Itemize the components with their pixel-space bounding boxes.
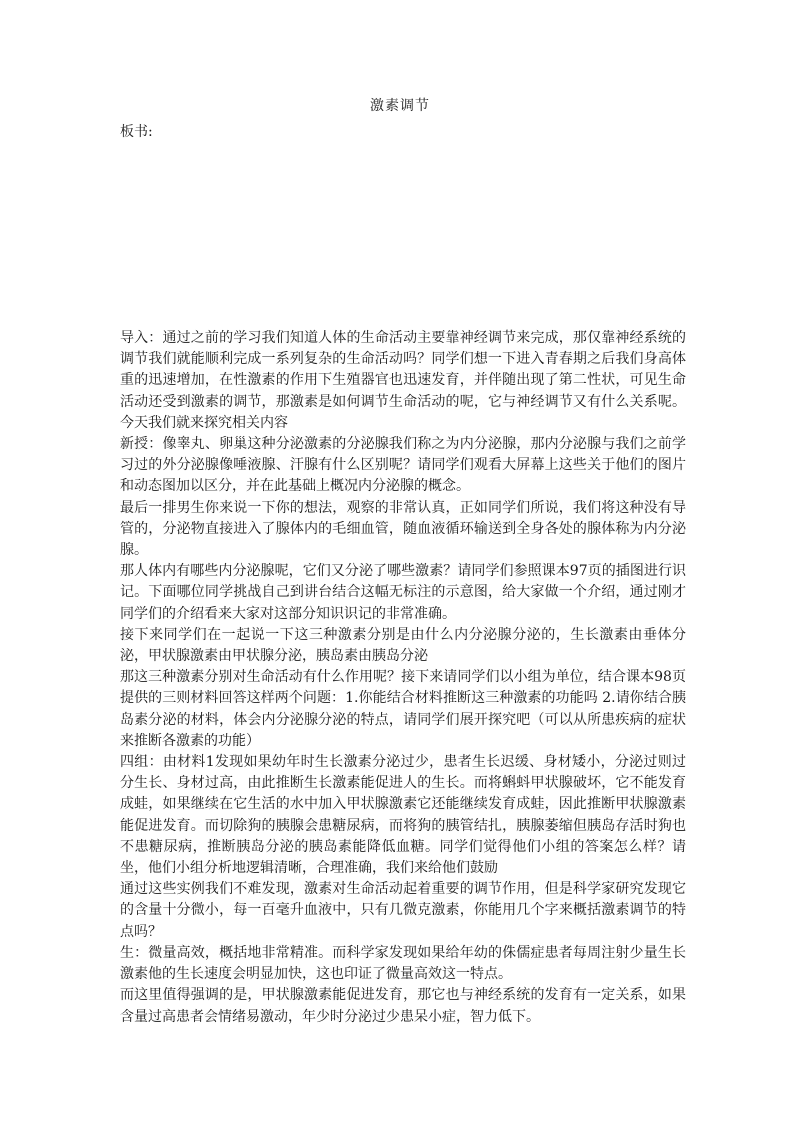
paragraph-emphasis: 而这里值得强调的是，甲状腺激素能促进发育，那它也与神经系统的发育有一定关系，如果含量过高患者会情绪易激动，年少时分泌过少患呆小症，智力低下。 — [120, 987, 686, 1025]
document-title: 激素调节 — [370, 98, 430, 114]
paragraph-glands: 那人体内有哪些内分泌腺呢，它们又分泌了哪些激素？请同学们参照课本97页的插图进行识记。下面哪位同学挑战自己到讲台结合这幅无标注的示意图，给大家做一个介绍，通过刚才同学们的介绍看来大家对这部分知识识记的非常准确。 — [120, 563, 686, 622]
paragraph-hormone-sources: 接下来同学们在一起说一下这三种激素分别是由什么内分泌腺分泌的，生长激素由垂体分泌，甲状腺激素由甲状腺分泌，胰岛素由胰岛分泌 — [120, 626, 686, 665]
paragraph-characteristics: 通过这些实例我们不难发现，激素对生命活动起着重要的调节作用，但是科学家研究发现它的含量十分微小，每一百毫升血液中，只有几微克激素，你能用几个字来概括激素调节的特点吗？ — [120, 881, 686, 940]
paragraph-group-task: 那这三种激素分别对生命活动有什么作用呢？接下来请同学们以小组为单位，结合课本98页提供的三则材料回答这样两个问题：1.你能结合材料推断这三种激素的功能吗 2.请你结合胰岛素分泌的材料，体会内分泌腺分泌的特点，请同学们展开探究吧（可以从所患疾病的症状来推断各激素的功能） — [120, 669, 686, 749]
board-label: 板书: — [120, 124, 153, 140]
paragraph-group-answer: 四组：由材料1发现如果幼年时生长激素分泌过少，患者生长迟缓、身材矮小，分泌过则过分生长、身材过高，由此推断生长激素能促进人的生长。而将蝌蚪甲状腺破坏，它不能发育成蛙，如果继续在它生活的水中加入甲状腺激素它还能继续发育成蛙，因此推断甲状腺激素能促进发育。而切除狗的胰腺会患糖尿病，而将狗的胰管结扎，胰腺萎缩但胰岛存活时狗也不患糖尿病，推断胰岛分泌的胰岛素能降低血糖。同学们觉得他们小组的答案怎么样？请坐，他们小组分析地逻辑清晰，合理准确，我们来给他们鼓励 — [120, 754, 686, 877]
paragraph-student-answer: 生：微量高效，概括地非常精准。而科学家发现如果给年幼的侏儒症患者每周注射少量生长激素他的生长速度会明显加快，这也印证了微量高效这一特点。 — [120, 944, 686, 983]
paragraph-definition: 最后一排男生你来说一下你的想法，观察的非常认真，正如同学们所说，我们将这种没有导管的，分泌物直接进入了腺体内的毛细血管，随血液循环输送到全身各处的腺体称为内分泌腺。 — [120, 499, 686, 559]
document-body — [120, 328, 686, 1028]
paragraph-intro: 导入：通过之前的学习我们知道人体的生命活动主要靠神经调节来完成，那仅靠神经系统的调节我们就能顺利完成一系列复杂的生命活动吗？同学们想一下进入青春期之后我们身高体重的迅速增加，在性激素的作用下生殖器官也迅速发育，并伴随出现了第二性状，可见生命活动还受到激素的调节，那激素是如何调节生命活动的呢，它与神经调节又有什么关系呢。今天我们就来探究相关内容 — [120, 330, 686, 431]
paragraph-new-lesson: 新授：像睾丸、卵巢这种分泌激素的分泌腺我们称之为内分泌腺，那内分泌腺与我们之前学习过的外分泌腺像唾液腺、汗腺有什么区别呢？请同学们观看大屏幕上这些关于他们的图片和动态图加以区分，并在此基础上概况内分泌腺的概念。 — [120, 436, 686, 495]
